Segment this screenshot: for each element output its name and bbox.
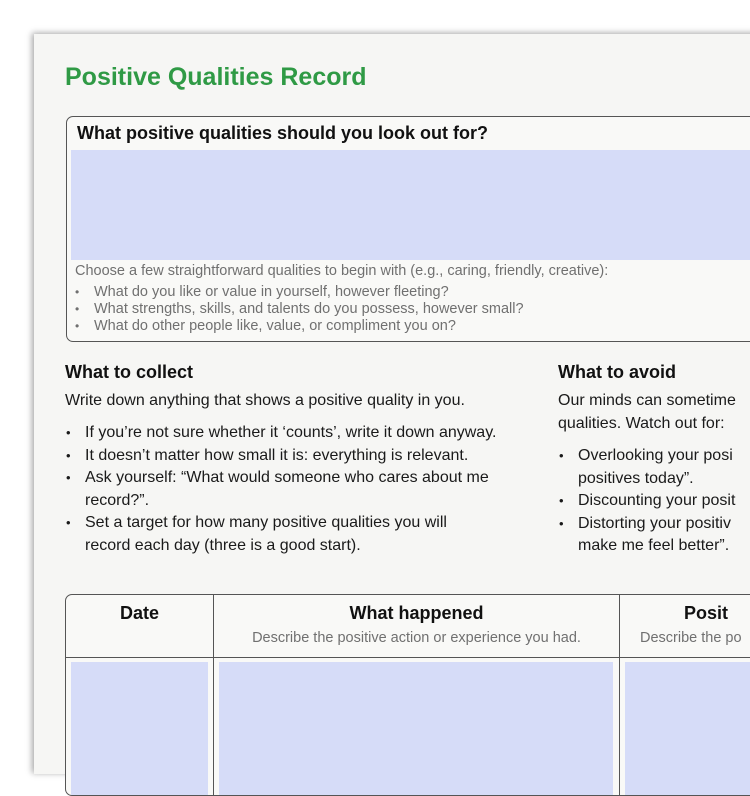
column-divider [619, 595, 620, 795]
collect-intro: Write down anything that shows a positive quality in you. [65, 392, 465, 409]
record-table [65, 594, 750, 796]
column-header-positive: Posit [684, 603, 729, 623]
positive-quality-input-cell[interactable] [625, 662, 750, 796]
list-item: • Discounting your posit [558, 490, 750, 513]
list-item: • Set a target for how many positive qualities you will record each day (three is a good start). [65, 512, 545, 557]
worksheet-page [34, 34, 750, 774]
column-subheader-what-happened: Describe the positive action or experience you had. [252, 630, 581, 646]
qualities-input-area[interactable] [71, 150, 750, 260]
list-item: • Overlooking your posi positives today”. [558, 445, 750, 490]
what-to-avoid-section [558, 362, 750, 558]
avoid-intro: Our minds can sometime qualities. Watch out for: [558, 392, 736, 432]
header-divider [66, 657, 750, 658]
collect-list [65, 422, 545, 557]
column-header-what-happened: What happened [349, 603, 484, 623]
column-divider [213, 595, 214, 795]
page-title: Positive Qualities Record [65, 63, 367, 91]
what-to-collect-section [65, 362, 545, 557]
qualities-hint: Choose a few straightforward qualities to begin with (e.g., caring, friendly, creative): [75, 263, 609, 279]
qualities-heading: What positive qualities should you look out for? [77, 123, 489, 143]
list-item: • What do you like or value in yourself, however fleeting? [75, 284, 524, 301]
qualities-prompt-list [75, 284, 524, 335]
date-input-cell[interactable] [71, 662, 208, 796]
avoid-heading: What to avoid [558, 362, 676, 382]
column-subheader-positive: Describe the po [640, 630, 742, 646]
what-happened-input-cell[interactable] [219, 662, 613, 796]
avoid-list [558, 445, 750, 558]
list-item: • Ask yourself: “What would someone who cares about me record?”. [65, 467, 545, 512]
list-item: • What strengths, skills, and talents do you possess, however small? [75, 301, 524, 318]
qualities-box [66, 116, 750, 342]
list-item: • Distorting your positiv make me feel better”. [558, 513, 750, 558]
list-item: • What do other people like, value, or compliment you on? [75, 318, 524, 335]
list-item: • If you’re not sure whether it ‘counts’, write it down anyway. [65, 422, 545, 445]
column-header-date: Date [119, 603, 159, 623]
list-item: • It doesn’t matter how small it is: everything is relevant. [65, 445, 545, 468]
collect-heading: What to collect [65, 362, 194, 382]
